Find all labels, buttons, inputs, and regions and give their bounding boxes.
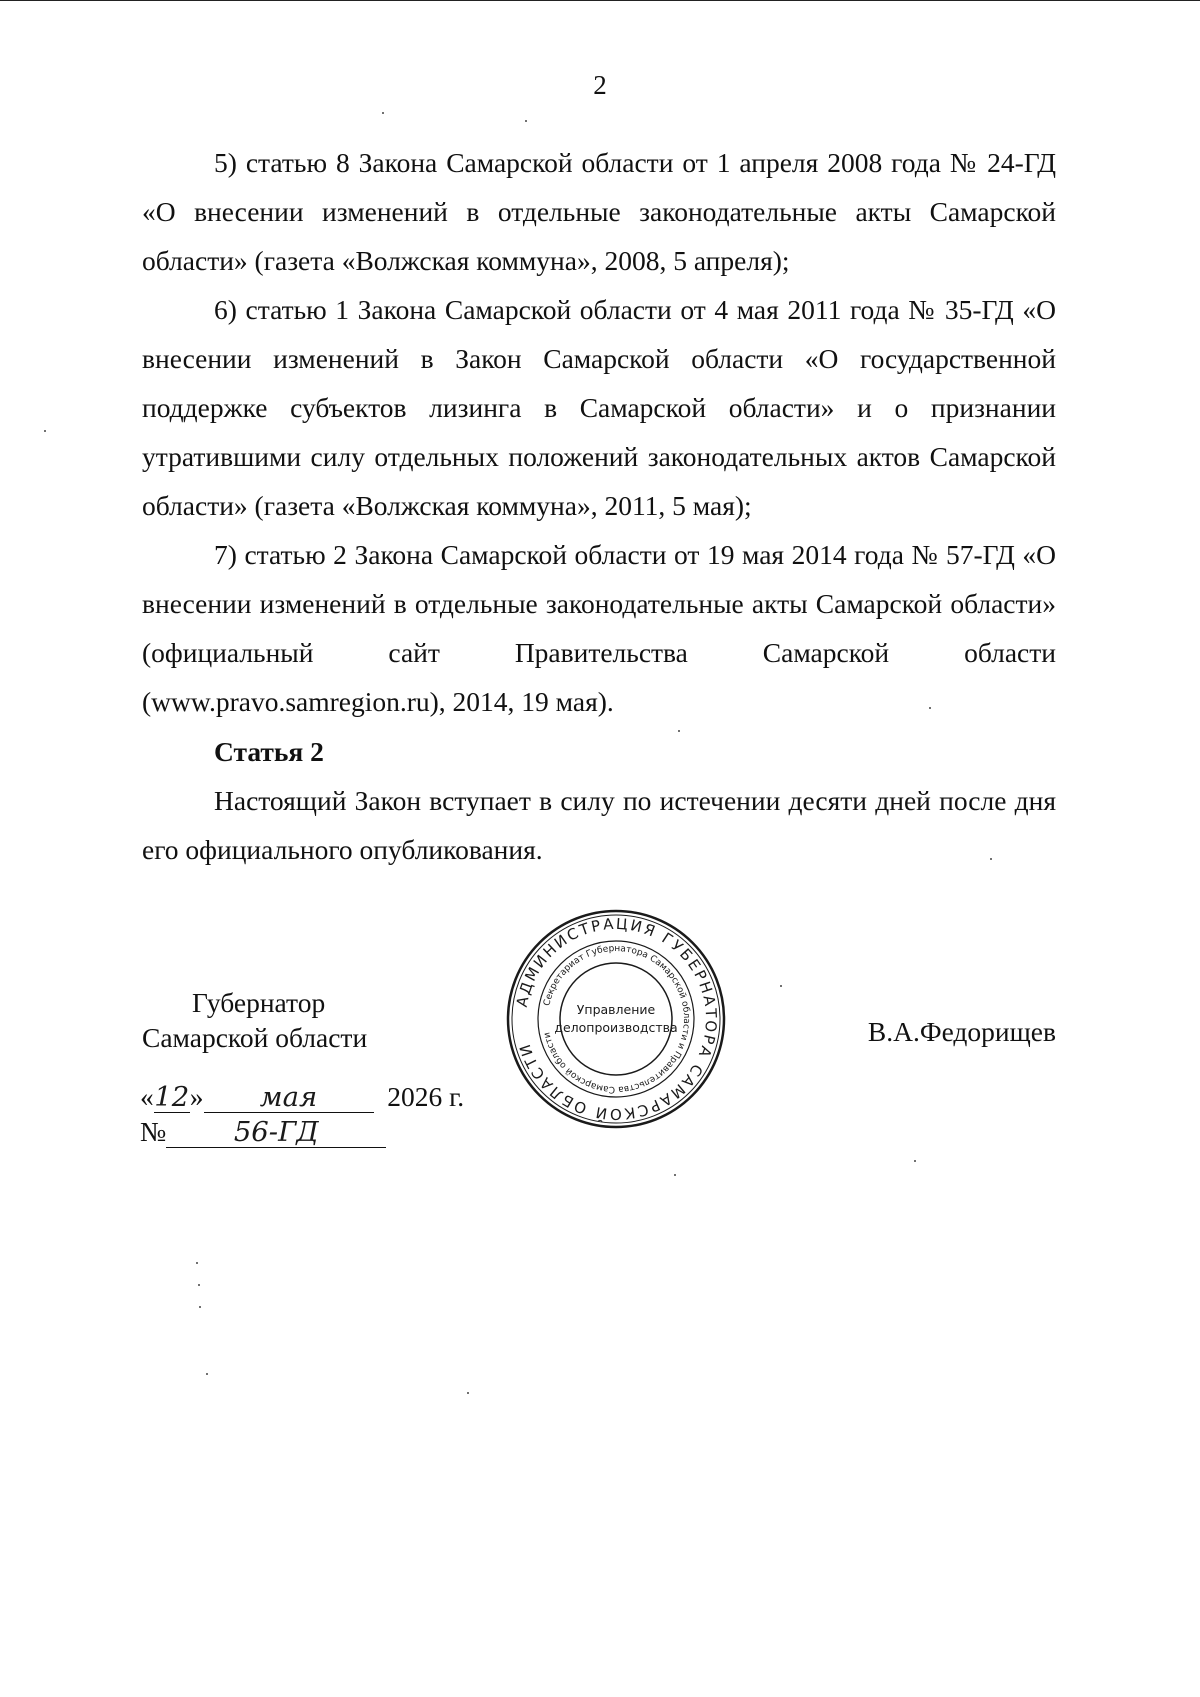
scan-speck	[196, 1262, 198, 1264]
signatory-name: В.А.Федорищев	[867, 1016, 1056, 1047]
seal-center-line1: Управление	[576, 1002, 656, 1017]
scan-speck	[382, 112, 384, 114]
official-seal-icon	[505, 908, 727, 1130]
seal-outer-text: АДМИНИСТРАЦИЯ ГУБЕРНАТОРА САМАРСКОЙ ОБЛАСТИ	[512, 914, 721, 1124]
date-month: мая	[204, 1082, 374, 1113]
seal-center-line2: делопроизводства	[554, 1020, 678, 1035]
signatory-title-line2: Самарской области	[142, 1022, 368, 1053]
scan-speck	[199, 1306, 201, 1308]
signatory-title	[142, 985, 402, 1055]
scan-speck	[206, 1373, 208, 1375]
article-heading: Статья 2	[214, 736, 324, 767]
date-year: 2026 г.	[387, 1081, 465, 1112]
list-item: 6) статью 1 Закона Самарской области от 4 мая 2011 года № 35-ГД «О внесении изменений в Закон Самарской области «О государственной поддержке субъектов лизинга в Самарской области» и о признании утратившими силу отдельных положений законодательных актов Самарской области» (газета «Волжская коммуна», 2011, 5 мая);	[142, 294, 1056, 521]
scan-speck	[780, 985, 782, 987]
law-number: 56-ГД	[166, 1117, 386, 1148]
svg-text:Секретариат Губернатора Самарс	[542, 944, 691, 1094]
list-item: 5) статью 8 Закона Самарской области от 1 апреля 2008 года № 24-ГД «О внесении изменений в отдельные законодательные акты Самарской области» (газета «Волжская коммуна», 2008, 5 апреля);	[142, 147, 1056, 276]
date-open-quote: «	[140, 1081, 154, 1112]
scan-speck	[44, 430, 46, 432]
date-line	[140, 1081, 464, 1113]
law-number-line	[140, 1116, 386, 1148]
number-sign: №	[140, 1116, 167, 1147]
signatory-title-line1: Губернатор	[192, 987, 326, 1018]
scan-speck	[467, 1392, 469, 1394]
date-day: 12	[154, 1081, 190, 1113]
article-text: Настоящий Закон вступает в силу по истечении десяти дней после дня его официального опубликования.	[142, 785, 1056, 865]
list-item: 7) статью 2 Закона Самарской области от 19 мая 2014 года № 57-ГД «О внесении изменений в отдельные законодательные акты Самарской области» (официальный сайт Правительства Самарской области (www.pravo.samregion.ru), 2014, 19 мая).	[142, 539, 1056, 717]
page-number: 2	[593, 70, 607, 100]
document-body	[142, 138, 1056, 874]
scan-speck	[929, 707, 931, 709]
scan-speck	[198, 1284, 200, 1286]
scan-speck	[674, 1174, 676, 1176]
scan-speck	[525, 120, 527, 122]
scan-speck	[678, 730, 680, 732]
date-close-quote: »	[189, 1081, 204, 1112]
scan-speck	[990, 858, 992, 860]
seal-inner-text: Секретариат Губернатора Самарской области и Правительства Самарской области	[542, 943, 692, 1095]
scan-speck	[914, 1160, 916, 1162]
